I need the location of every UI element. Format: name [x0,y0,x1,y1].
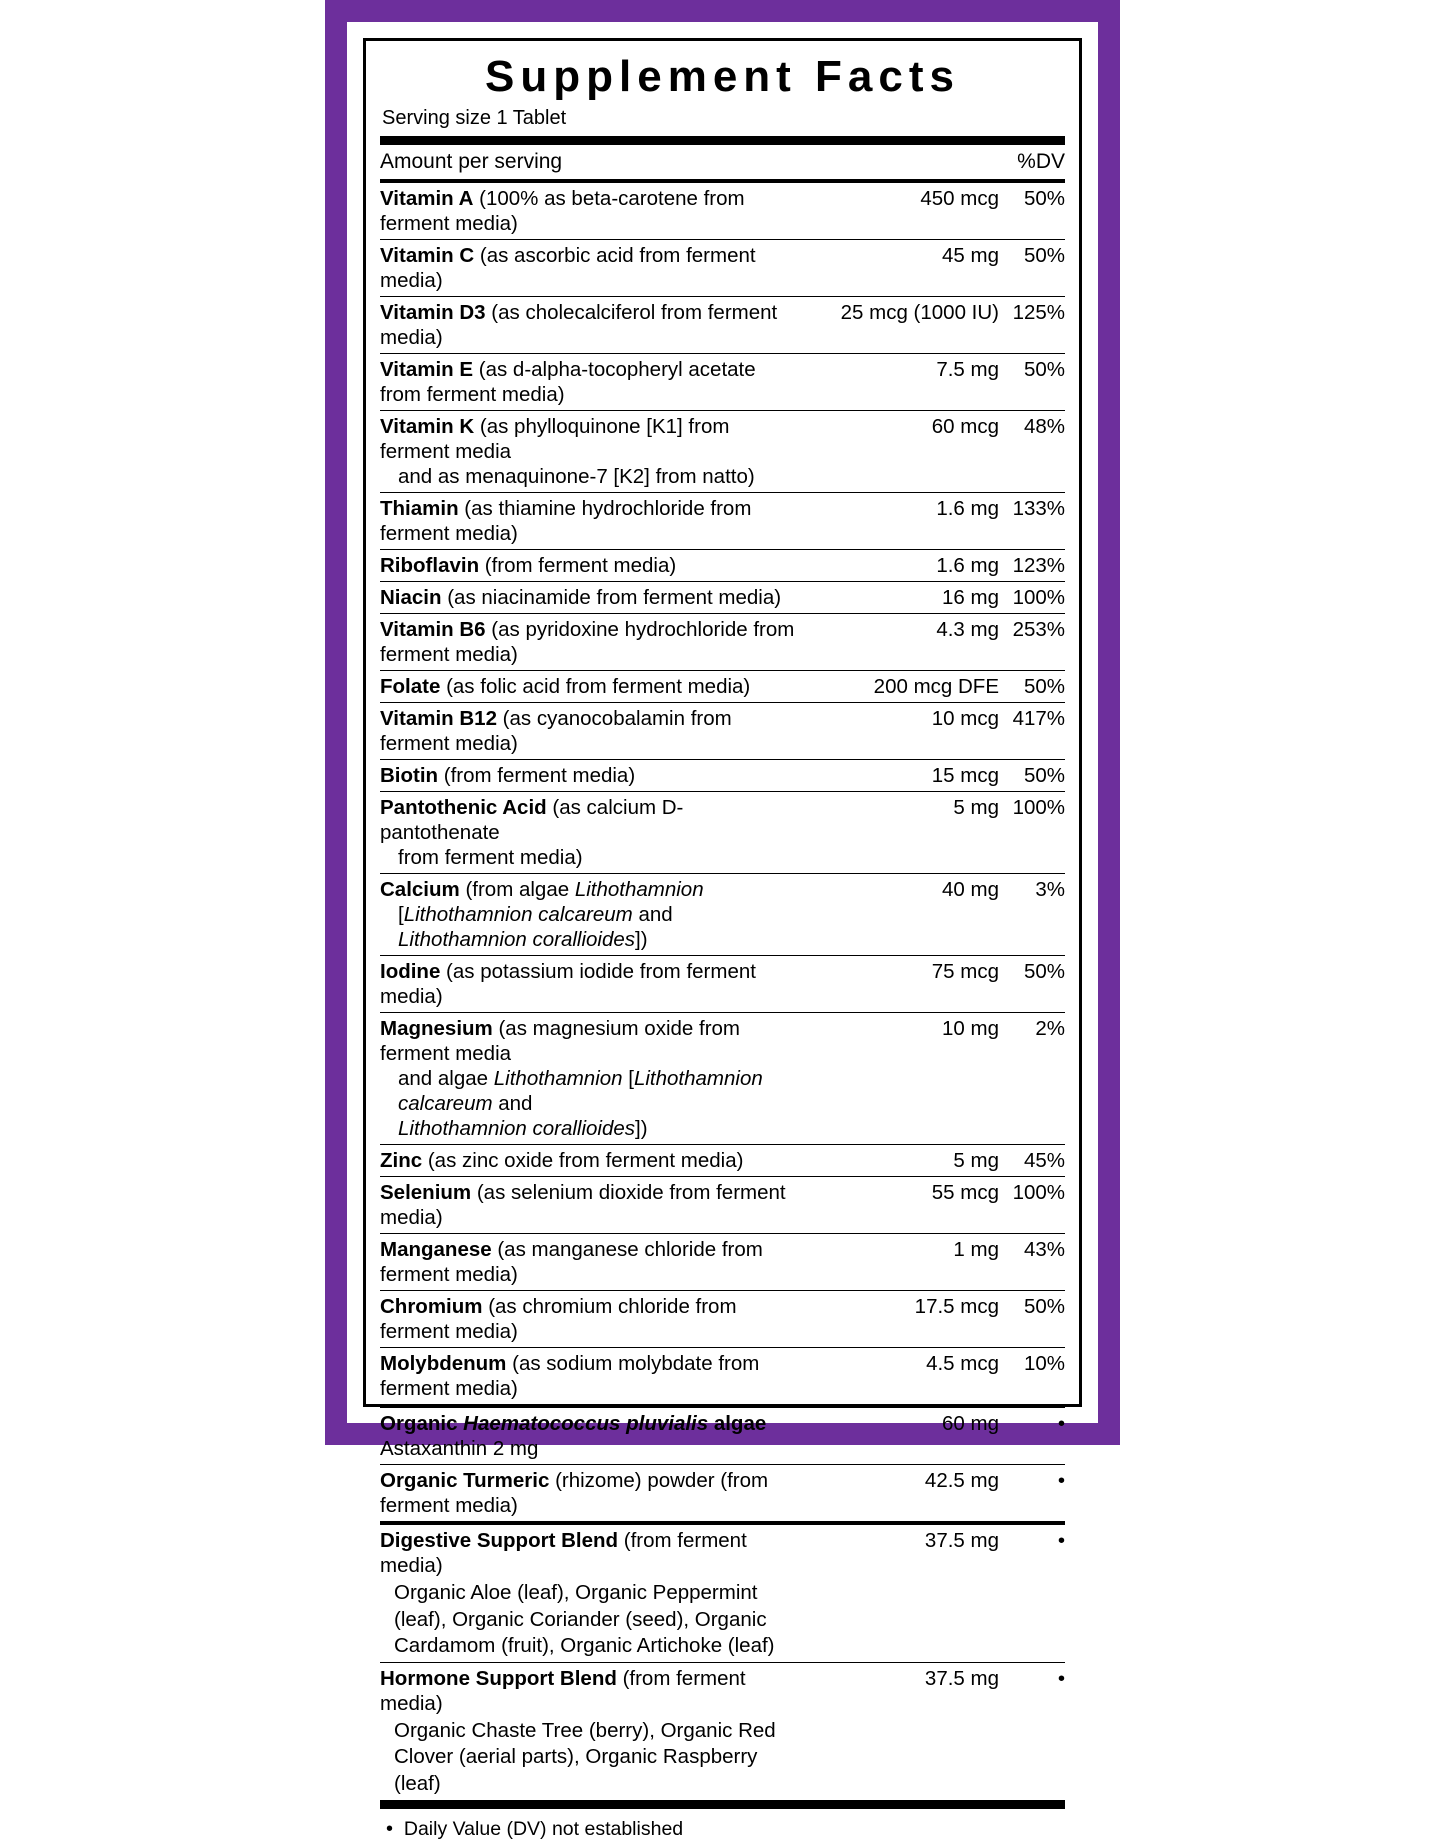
nutrient-name-cell: Vitamin E (as d-alpha-tocopheryl acetate from ferment media) [380,354,799,411]
table-row [380,671,1065,703]
nutrient-dv-cell: 2% [999,1013,1065,1145]
nutrient-amount-cell: 55 mcg [799,1177,999,1234]
nutrient-name-cell: Organic Haematococcus pluvialis algae Astaxanthin 2 mg [380,1412,767,1461]
table-row [380,1408,1065,1465]
table-row [380,1234,1065,1291]
table-row [380,411,1065,493]
nutrient-amount-cell: 25 mcg (1000 IU) [799,297,999,354]
nutrient-name-cell: Organic Turmeric (rhizome) powder (from ferment media) [380,1465,799,1522]
nutrient-dv-cell: 45% [999,1145,1065,1177]
nutrient-name-cell: Vitamin B12 (as cyanocobalamin from ferment media) [380,703,799,760]
table-row [380,582,1065,614]
nutrient-dv-cell: 50% [999,354,1065,411]
nutrient-amount-cell: 1 mg [799,1234,999,1291]
footnote-bullet-icon: • [386,1817,394,1840]
nutrient-name-cell: Molybdenum (as sodium molybdate from ferment media) [380,1348,799,1405]
table-row [380,1013,1065,1145]
table-row [380,297,1065,354]
nutrient-dv-cell: 123% [999,550,1065,582]
nutrient-dv-cell: 48% [999,411,1065,493]
nutrient-amount-cell: 42.5 mg [799,1465,999,1522]
nutrient-dv-cell: 50% [999,240,1065,297]
nutrient-amount-cell: 37.5 mg [799,1663,999,1800]
table-row [380,792,1065,874]
nutrient-dv-cell: • [1057,1529,1065,1553]
nutrient-dv-cell: 100% [999,582,1065,614]
nutrient-amount-cell: 60 mcg [799,411,999,493]
nutrient-name-cell: Iodine (as potassium iodide from ferment media) [380,956,799,1013]
nutrient-amount-cell: 16 mg [799,582,999,614]
nutrient-name-cell: Hormone Support Blend (from ferment media) Organic Chaste Tree (berry), Organic Red Clover (aerial parts), Organic Raspberry (leaf) [380,1663,799,1800]
nutrient-amount-cell: 1.6 mg [799,550,999,582]
nutrient-amount-cell: 5 mg [799,1145,999,1177]
nutrient-amount-cell: 7.5 mg [799,354,999,411]
table-row [380,1465,1065,1522]
botanical-rows-table [380,1408,1065,1521]
amount-per-serving-header: Amount per serving [380,149,563,173]
nutrient-amount-cell: 60 mg [942,1412,999,1436]
table-row [380,1177,1065,1234]
nutrient-dv-cell: 10% [999,1348,1065,1405]
nutrient-name-cell: Vitamin B6 (as pyridoxine hydrochloride from ferment media) [380,614,799,671]
nutrient-name-cell: Vitamin K (as phylloquinone [K1] from ferment media and as menaquinone-7 [K2] from natto) [380,411,799,493]
table-row [380,240,1065,297]
blend-rows-table [380,1525,1065,1799]
nutrient-amount-cell: 4.5 mcg [799,1348,999,1405]
nutrient-name-cell: Chromium (as chromium chloride from ferment media) [380,1291,799,1348]
table-row [380,1525,1065,1662]
nutrient-dv-cell: 125% [999,297,1065,354]
table-row [380,760,1065,792]
nutrient-dv-cell: 50% [999,760,1065,792]
nutrient-amount-cell: 75 mcg [799,956,999,1013]
footnote-text: Daily Value (DV) not established [403,1817,684,1840]
table-row [380,614,1065,671]
nutrient-amount-cell: 45 mg [799,240,999,297]
table-row [380,874,1065,956]
supplement-facts-panel [363,38,1082,1840]
nutrient-dv-cell: 253% [999,614,1065,671]
footnote-row [380,1809,1065,1843]
table-row [380,550,1065,582]
nutrient-amount-cell: 40 mg [799,874,999,956]
nutrient-name-cell: Manganese (as manganese chloride from ferment media) [380,1234,799,1291]
table-row [380,703,1065,760]
divider-thick-top [380,136,1065,145]
nutrient-dv-cell: 50% [999,1291,1065,1348]
nutrition-table [380,145,1065,180]
nutrient-name-cell: Riboflavin (from ferment media) [380,550,799,582]
nutrient-name-cell: Folate (as folic acid from ferment media) [380,671,799,703]
nutrient-name-cell: Digestive Support Blend (from ferment media) Organic Aloe (leaf), Organic Peppermint (leaf), Organic Coriander (seed), Organic Cardamom (fruit), Organic Artichoke (leaf) [380,1529,775,1657]
nutrient-amount-cell: 37.5 mg [924,1529,999,1553]
divider-thick-footnote [380,1800,1065,1809]
nutrient-name-cell: Vitamin D3 (as cholecalciferol from ferment media) [380,297,799,354]
nutrient-name-cell: Vitamin A (100% as beta-carotene from ferment media) [380,187,745,236]
nutrient-amount-cell: 17.5 mcg [799,1291,999,1348]
table-row [380,493,1065,550]
table-row [380,956,1065,1013]
nutrient-name-cell: Thiamin (as thiamine hydrochloride from ferment media) [380,493,799,550]
nutrient-name-cell: Zinc (as zinc oxide from ferment media) [380,1145,799,1177]
nutrient-dv-cell: 50% [999,956,1065,1013]
nutrient-amount-cell: 10 mcg [799,703,999,760]
nutrient-amount-cell: 10 mg [799,1013,999,1145]
header-amount-spacer [799,145,999,180]
nutrient-name-cell: Calcium (from algae Lithothamnion [Lithothamnion calcareum and Lithothamnion corallioides]) [380,874,799,956]
serving-size-text: Serving size 1 Tablet [382,106,567,129]
nutrient-dv-cell: • [999,1663,1065,1800]
purple-border-frame [325,0,1120,1840]
nutrient-amount-cell: 200 mcg DFE [799,671,999,703]
nutrient-name-cell: Vitamin C (as ascorbic acid from ferment media) [380,240,799,297]
table-row [380,1291,1065,1348]
nutrient-amount-cell: 15 mcg [799,760,999,792]
nutrient-name-cell: Niacin (as niacinamide from ferment media) [380,582,799,614]
dv-header: %DV [1017,149,1065,173]
nutrient-name-cell: Magnesium (as magnesium oxide from ferment media and algae Lithothamnion [Lithothamnion calcareum and Lithothamnion corallioides]) [380,1013,799,1145]
nutrient-rows-table [380,183,1065,1404]
table-header-row [380,145,1065,180]
table-row [380,1145,1065,1177]
nutrient-dv-cell: • [1057,1412,1065,1436]
nutrient-dv-cell: 100% [999,1177,1065,1234]
nutrient-dv-cell: 100% [999,792,1065,874]
nutrient-name-cell: Pantothenic Acid (as calcium D-pantothenate from ferment media) [380,792,799,874]
page-title: Supplement Facts [485,52,960,101]
table-row [380,183,1065,240]
table-row [380,1348,1065,1405]
nutrient-name-cell: Selenium (as selenium dioxide from ferment media) [380,1177,799,1234]
nutrient-dv-cell: 50% [1023,187,1065,211]
nutrient-dv-cell: 43% [999,1234,1065,1291]
nutrient-amount-cell: 4.3 mg [799,614,999,671]
nutrient-name-cell: Biotin (from ferment media) [380,760,799,792]
nutrient-amount-cell: 1.6 mg [799,493,999,550]
nutrient-dv-cell: 3% [999,874,1065,956]
nutrient-dv-cell: 417% [999,703,1065,760]
table-row [380,354,1065,411]
nutrient-dv-cell: 133% [999,493,1065,550]
nutrient-dv-cell: 50% [999,671,1065,703]
table-row [380,1663,1065,1800]
nutrient-amount-cell: 5 mg [799,792,999,874]
nutrient-dv-cell: • [999,1465,1065,1522]
nutrient-amount-cell: 450 mcg [920,187,999,211]
